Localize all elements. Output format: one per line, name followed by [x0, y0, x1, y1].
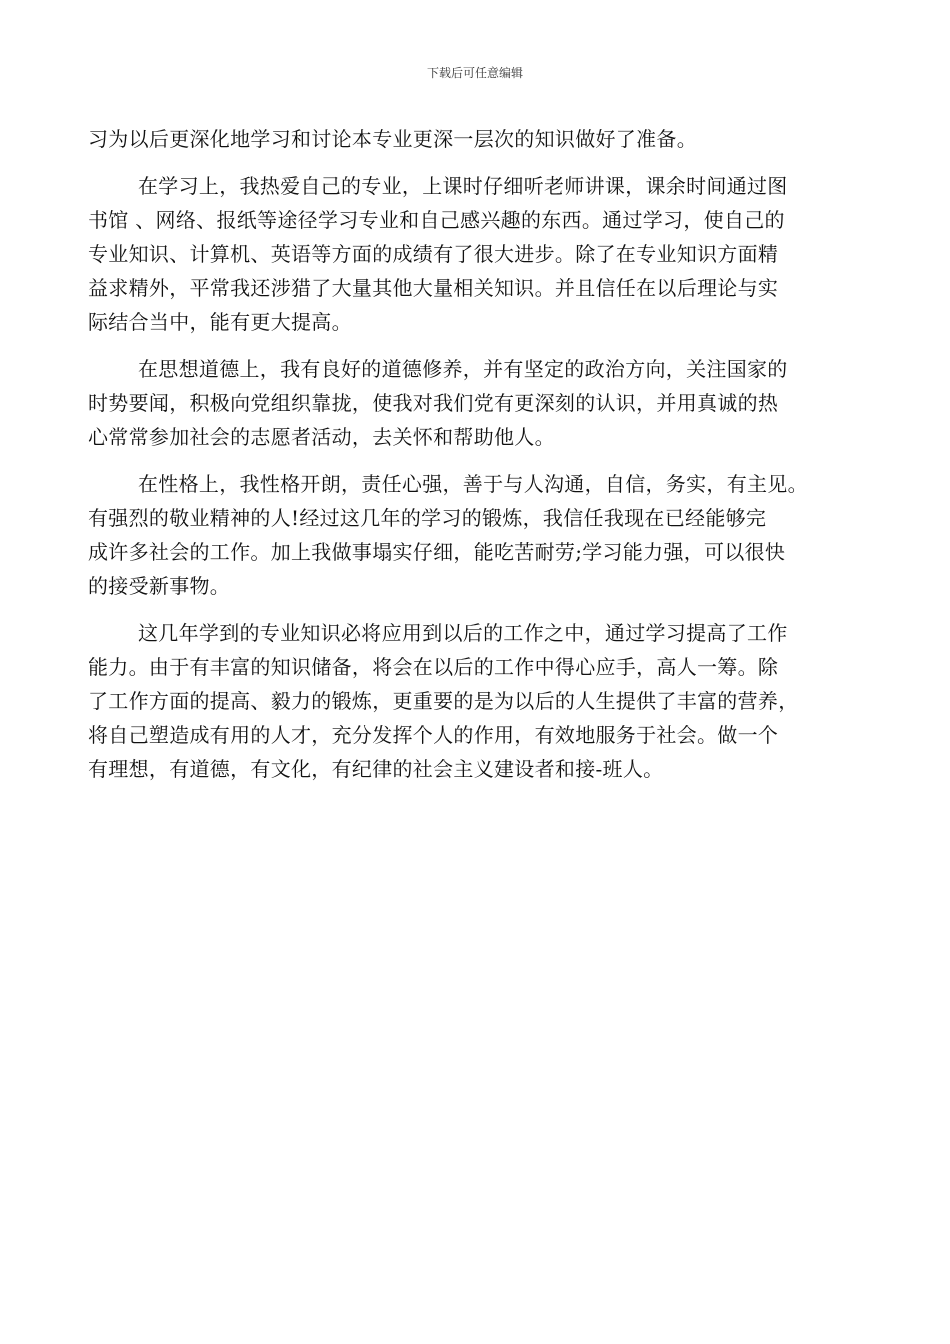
- paragraph-line: 成许多社会的工作。加上我做事塌实仔细，能吃苦耐劳;学习能力强，可以很快: [88, 540, 786, 564]
- paragraph-line: 在学习上，我热爱自己的专业，上课时仔细听老师讲课，课余时间通过图: [138, 174, 788, 198]
- paragraph-1: [88, 122, 868, 156]
- paragraph-line: 专业知识、计算机、英语等方面的成绩有了很大进步。除了在专业知识方面精: [88, 242, 779, 266]
- paragraph-line: 在思想道德上，我有良好的道德修养，并有坚定的政治方向，关注国家的: [138, 357, 788, 381]
- paragraph-line: 能力。由于有丰富的知识储备，将会在以后的工作中得心应手，高人一筹。除: [88, 655, 779, 679]
- page-header: 下载后可任意编辑: [426, 66, 523, 80]
- paragraph-line: 有理想，有道德，有文化，有纪律的社会主义建设者和接-班人。: [88, 757, 664, 781]
- paragraph-line: 益求精外，平常我还涉猎了大量其他大量相关知识。并且信任在以后理论与实: [88, 276, 779, 300]
- paragraph-4: [88, 467, 868, 603]
- paragraph-line: 有强烈的敬业精神的人!经过这几年的学习的锻炼，我信任我现在已经能够完: [88, 506, 767, 530]
- paragraph-line: 际结合当中，能有更大提高。: [88, 310, 352, 334]
- paragraph-line: 了工作方面的提高、毅力的锻炼，更重要的是为以后的人生提供了丰富的营养，: [88, 689, 799, 713]
- paragraph-5: [88, 616, 868, 786]
- paragraph-3: [88, 352, 868, 454]
- paragraph-line: 这几年学到的专业知识必将应用到以后的工作之中，通过学习提高了工作: [138, 621, 788, 645]
- paragraph-line: 心常常参加社会的志愿者活动，去关怀和帮助他人。: [88, 425, 555, 449]
- paragraph-line: 将自己塑造成有用的人才，充分发挥个人的作用，有效地服务于社会。做一个: [88, 723, 779, 747]
- paragraph-line: 时势要闻，积极向党组织靠拢，使我对我们党有更深刻的认识，并用真诚的热: [88, 391, 779, 415]
- paragraph-2: [88, 169, 868, 339]
- paragraph-line: 习为以后更深化地学习和讨论本专业更深一层次的知识做好了准备。: [88, 127, 697, 151]
- document-body: [88, 122, 868, 799]
- paragraph-line: 的接受新事物。: [88, 574, 231, 598]
- paragraph-line: 在性格上，我性格开朗，责任心强，善于与人沟通，自信，务实，有主见。: [138, 472, 808, 496]
- paragraph-line: 书馆 、网络、报纸等途径学习专业和自己感兴趣的东西。通过学习，使自己的: [88, 208, 785, 232]
